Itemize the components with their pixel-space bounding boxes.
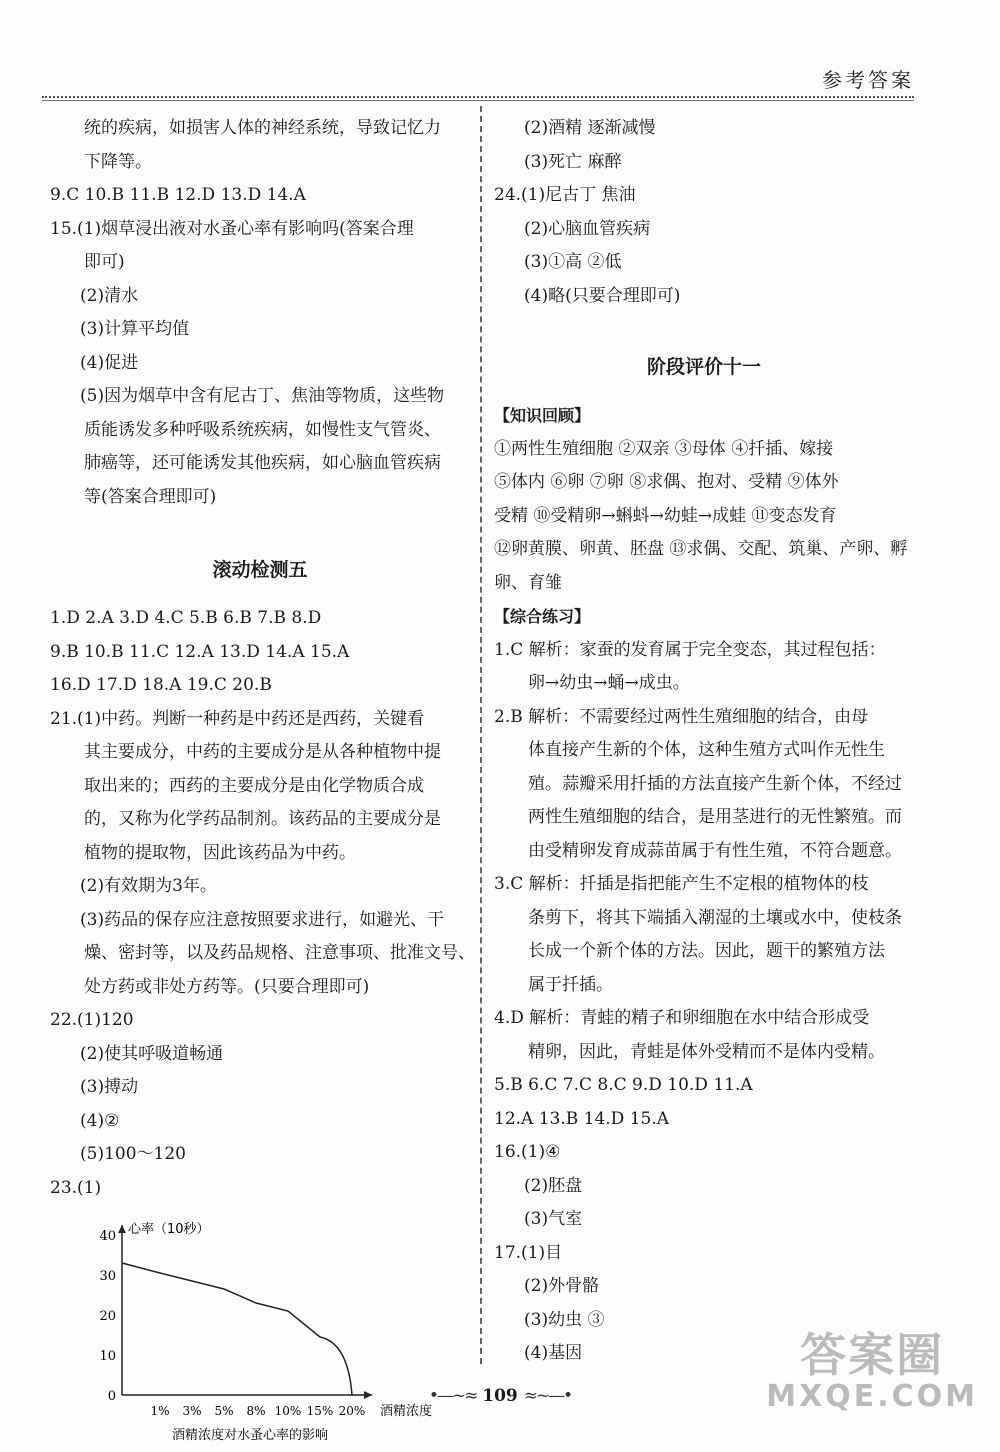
answer-line: 21.(1)中药。判断一种药是中药还是西药，关键看 bbox=[50, 708, 425, 729]
answer-line: (4)② bbox=[80, 1110, 120, 1131]
x-tick-label: 1% bbox=[150, 1404, 170, 1418]
answer-line: (2)外骨骼 bbox=[524, 1276, 600, 1296]
answer-line: 17.(1)目 bbox=[494, 1242, 563, 1263]
answer-line: (2)酒精 逐渐减慢 bbox=[524, 118, 656, 138]
header-rule-solid bbox=[42, 100, 914, 101]
answer-line: 肺癌等，还可能诱发其他疾病，如心脑血管疾病 bbox=[84, 453, 441, 473]
right-answers-top bbox=[494, 112, 914, 313]
answer-line: 属于扦插。 bbox=[528, 974, 613, 995]
answer-line: (3)气室 bbox=[524, 1209, 583, 1229]
answer-line: 12.A 13.B 14.D 15.A bbox=[494, 1108, 670, 1129]
answer-line: (2)心脑血管疾病 bbox=[524, 218, 651, 239]
x-tick-label: 15% bbox=[306, 1404, 334, 1418]
x-tick-label: 20% bbox=[338, 1404, 366, 1418]
answer-line: ⑤体内 ⑥卵 ⑦卵 ⑧求偶、抱对、受精 ⑨体外 bbox=[494, 472, 839, 492]
answer-line: 下降等。 bbox=[84, 151, 152, 172]
answer-line: 长成一个新个体的方法。因此，题干的繁殖方法 bbox=[528, 941, 885, 961]
answer-line: (4)略(只要合理即可) bbox=[524, 285, 681, 306]
answer-line: 9.B 10.B 11.C 12.A 13.D 14.A 15.A bbox=[50, 641, 350, 662]
right-column bbox=[494, 112, 914, 1371]
y-axis-arrow-icon bbox=[118, 1225, 126, 1233]
y-tick-label: 40 bbox=[99, 1229, 116, 1244]
answer-line: ⑫卵黄膜、卵黄、胚盘 ⑬求偶、交配、筑巢、产卵、孵 bbox=[494, 539, 908, 559]
answer-line: 2.B 解析：不需要经过两性生殖细胞的结合，由母 bbox=[494, 706, 869, 727]
watermark-url: MXQE.COM bbox=[766, 1379, 978, 1414]
answer-line: 殖。蒜瓣采用扦插的方法直接产生新个体，不经过 bbox=[528, 773, 902, 794]
y-tick-label: 10 bbox=[99, 1349, 116, 1364]
answer-line: 15.(1)烟草浸出液对水蚤心率有影响吗(答案合理 bbox=[50, 218, 414, 239]
x-tick-label: 3% bbox=[182, 1404, 202, 1418]
answer-line: 统的疾病，如损害人体的神经系统，导致记忆力 bbox=[84, 118, 441, 138]
answer-line: 两性生殖细胞的结合，是用茎进行的无性繁殖。而 bbox=[528, 807, 902, 827]
answer-line: 3.C 解析：扦插是指把能产生不定根的植物体的枝 bbox=[494, 874, 869, 894]
chart-caption: 酒精浓度对水蚤心率的影响 bbox=[171, 1428, 329, 1443]
x-axis-label: 酒精浓度 bbox=[380, 1404, 433, 1419]
answer-line: 其主要成分，中药的主要成分是从各种植物中提 bbox=[84, 742, 441, 762]
answer-line: (5)100～120 bbox=[80, 1144, 186, 1164]
answer-line: 23.(1) bbox=[50, 1177, 102, 1198]
answer-line: 22.(1)120 bbox=[50, 1010, 134, 1030]
answer-line: 质能诱发多种呼吸系统疾病，如慢性支气管炎、 bbox=[84, 419, 441, 440]
answer-line: 4.D 解析：青蛙的精子和卵细胞在水中结合形成受 bbox=[494, 1008, 870, 1028]
answer-line: 条剪下，将其下端插入潮湿的土壤或水中，使枝条 bbox=[528, 907, 902, 928]
x-tick-label: 5% bbox=[214, 1404, 234, 1418]
page-number: 109 bbox=[482, 1386, 518, 1406]
answer-line: 处方药或非处方药等。(只要合理即可) bbox=[84, 976, 370, 997]
answer-line: (2)清水 bbox=[80, 285, 139, 306]
answer-line: 体直接产生新的个体，这种生殖方式叫作无性生 bbox=[528, 740, 885, 760]
x-tick-label: 10% bbox=[274, 1404, 302, 1418]
answer-line: (3)①高 ②低 bbox=[524, 252, 622, 272]
answer-line: (3)幼虫 ③ bbox=[524, 1309, 605, 1330]
answer-line: (5)因为烟草中含有尼古丁、焦油等物质，这些物 bbox=[80, 386, 445, 406]
answer-line: 【综合练习】 bbox=[494, 607, 591, 626]
y-tick-label: 30 bbox=[99, 1269, 116, 1284]
left-answers-bottom bbox=[50, 602, 475, 1205]
y-tick-label: 0 bbox=[107, 1389, 116, 1404]
answer-line: (4)促进 bbox=[80, 352, 139, 373]
section-title-stage-eval-11: 阶段评价十一 bbox=[646, 356, 761, 378]
answer-line: 1.C 解析：家蚕的发育属于完全变态，其过程包括： bbox=[494, 639, 886, 660]
footer-ornament-left-icon: •—~≈ bbox=[428, 1386, 477, 1406]
left-answers-top bbox=[50, 112, 470, 514]
y-tick-label: 20 bbox=[99, 1309, 116, 1324]
answer-line: 受精 ⑩受精卵→蝌蚪→幼蛙→成蛙 ⑪变态发育 bbox=[494, 505, 837, 526]
y-axis-label: 心率（10秒） bbox=[128, 1222, 210, 1237]
footer-ornament-right-icon: ≈~—• bbox=[523, 1386, 572, 1406]
answer-line: 9.C 10.B 11.B 12.D 13.D 14.A bbox=[50, 185, 306, 205]
heart-rate-line bbox=[122, 1263, 352, 1395]
answer-line: (2)使其呼吸道畅通 bbox=[80, 1043, 224, 1064]
answer-line: (2)胚盘 bbox=[524, 1175, 583, 1196]
answer-line: 等(答案合理即可) bbox=[84, 486, 217, 507]
answer-line: 燥、密封等，以及药品规格、注意事项、批准文号、 bbox=[84, 943, 475, 963]
watermark-logo bbox=[766, 1328, 978, 1414]
answer-line: (3)计算平均值 bbox=[80, 319, 190, 339]
answer-line: (3)搏动 bbox=[80, 1077, 139, 1097]
header-rule bbox=[42, 96, 914, 98]
answer-line: (3)药品的保存应注意按照要求进行，如避光、干 bbox=[80, 909, 445, 930]
answer-line: 1.D 2.A 3.D 4.C 5.B 6.B 7.B 8.D bbox=[50, 608, 322, 628]
answer-line: 的，又称为化学药品制剂。该药品的主要成分是 bbox=[84, 809, 441, 829]
answer-line: 16.D 17.D 18.A 19.C 20.B bbox=[50, 675, 272, 695]
right-answers-bottom bbox=[494, 399, 914, 1371]
answer-line: 即可) bbox=[84, 252, 125, 272]
answer-line: 取出来的；西药的主要成分是由化学物质合成 bbox=[84, 775, 424, 796]
column-divider bbox=[480, 106, 482, 1364]
answer-line: (3)死亡 麻醉 bbox=[524, 151, 622, 172]
answer-line: (2)有效期为3年。 bbox=[80, 876, 217, 896]
header-title: 参考答案 bbox=[822, 68, 914, 92]
left-column bbox=[50, 112, 475, 1443]
answer-line: 由受精卵发育成蒜苗属于有性生殖，不符合题意。 bbox=[528, 840, 902, 861]
answer-line: (4)基因 bbox=[524, 1343, 583, 1363]
answer-line: 24.(1)尼古丁 焦油 bbox=[494, 185, 636, 205]
answer-line: 卵→幼虫→蛹→成虫。 bbox=[528, 673, 690, 693]
answer-line: 植物的提取物，因此该药品为中药。 bbox=[84, 842, 356, 863]
answer-line: 精卵，因此，青蛙是体外受精而不是体内受精。 bbox=[528, 1041, 885, 1062]
answer-line: 5.B 6.C 7.C 8.C 9.D 10.D 11.A bbox=[494, 1075, 753, 1095]
section-title-rolling-test-5: 滚动检测五 bbox=[212, 559, 308, 581]
answer-line: 16.(1)④ bbox=[494, 1142, 561, 1162]
answer-line: ①两性生殖细胞 ②双亲 ③母体 ④扦插、嫁接 bbox=[494, 438, 834, 459]
x-tick-label: 8% bbox=[246, 1404, 266, 1418]
answer-line: 卵、育雏 bbox=[494, 572, 562, 593]
answer-line: 【知识回顾】 bbox=[494, 406, 591, 425]
watermark-text: 答案圈 bbox=[800, 1328, 945, 1382]
